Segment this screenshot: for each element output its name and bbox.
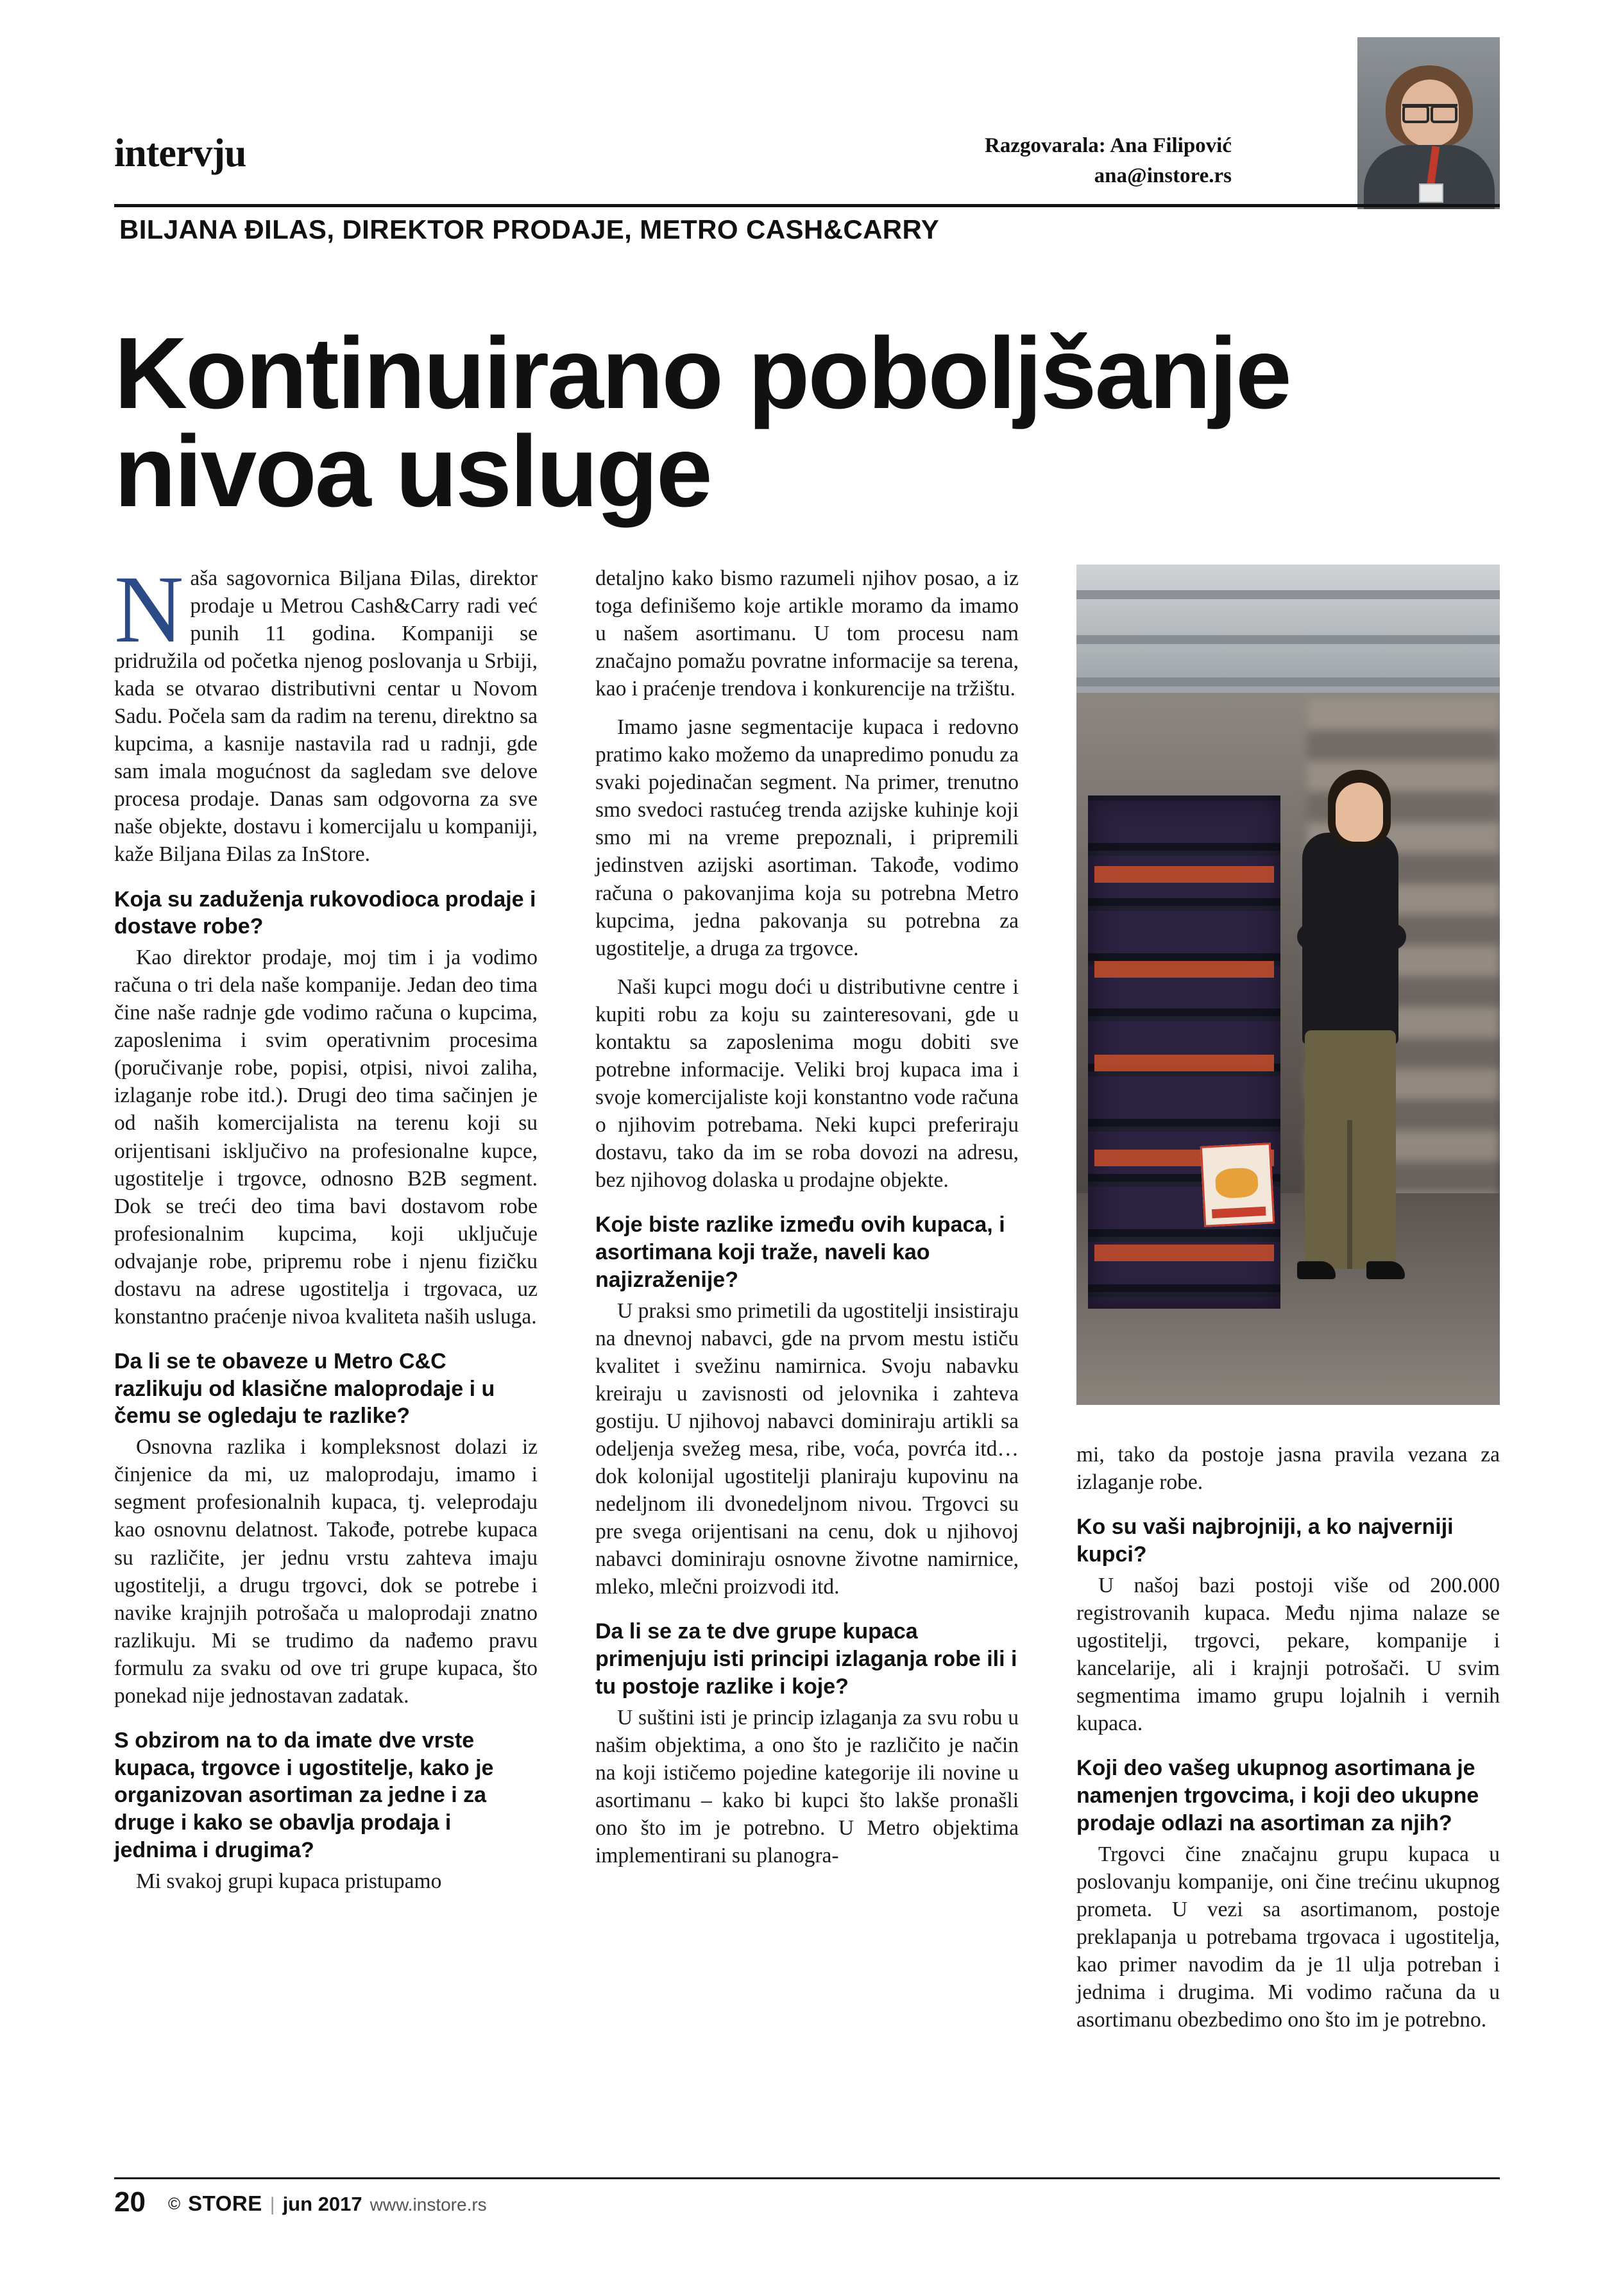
header-divider bbox=[114, 204, 1500, 207]
body-paragraph: detaljno kako bismo razumeli njihov posao, a iz toga definišemo koje artikle moramo da imamo u našem asortimanu. U tom procesu nam značajno pomažu povratne informacije sa terena, kao i praćenje trendova i konkurencije na tržištu. bbox=[595, 566, 1019, 701]
body-paragraph: U suštini isti je princip izlaganja za svu robu u našim objektima, a ono što je različito je način na koji ističemo pojedine kategorije ili novine u asortimanu – kako bi kupci što lakše pronašli ono što im je potrebno. U Metro objektima implementirani su planogra- bbox=[595, 1705, 1019, 1867]
brand-name: STORE bbox=[188, 2191, 262, 2215]
interviewee-line: BILJANA ĐILAS, DIREKTOR PRODAJE, METRO CASH&CARRY bbox=[119, 214, 940, 244]
photo-produce bbox=[1094, 866, 1274, 883]
photo-beam bbox=[1076, 635, 1500, 644]
body-paragraph: Mi svakoj grupi kupaca pristupamo bbox=[136, 1869, 442, 1893]
website-url: www.instore.rs bbox=[370, 2195, 487, 2215]
photo-subject-shoe-right bbox=[1366, 1261, 1405, 1279]
photo-subject-shoe-left bbox=[1297, 1261, 1336, 1279]
question-heading: S obzirom na to da imate dve vrste kupaca, trgovce i ugostitelje, kako je organizovan asortiman za jedne i za druge i kako se obavlja prodaja i jednima i drugima? bbox=[114, 1728, 494, 1863]
byline-email: ana@instore.rs bbox=[1094, 164, 1232, 187]
photo-subject-arms bbox=[1297, 924, 1406, 949]
body-paragraph: U našoj bazi postoji više od 200.000 registrovanih kupaca. Među njima nalaze se ugostitelji, trgovci, pekare, kompanije i kancelarije, ali i krajnji potrošači. U svim segmentima imamo grupu lojalnih i vernih kupaca. bbox=[1076, 1573, 1500, 1735]
issue-date: jun 2017 bbox=[282, 2193, 362, 2215]
body-paragraph: Imamo jasne segmentacije kupaca i redovno pratimo kako možemo da unapredimo ponudu za svaki pojedinačan segment. Na primer, trenutno smo svedoci rastućeg trenda azijske kuhinje koji smo mi na vreme prepoznali, i pripremili jedinstven azijski asortiman. Takođe, vodimo računa o pakovanjima koja su potrebna Metro kupcima, jedna pakovanja su potrebna za ugostitelje, a druga za trgovce. bbox=[595, 715, 1019, 960]
photo-sign-graphic bbox=[1215, 1167, 1259, 1198]
body-paragraph: U praksi smo primetili da ugostitelji insistiraju na dnevnoj nabavci, gde na prvom mestu ističu kvalitet i svežinu namirnica. Svoju nabavku kreiraju u zavisnosti od jelovnika i zahteva gostiju. U njihovoj nabavci dominiraju artikli sa odeljenja svežeg mesa, ribe, voća, povrća itd… dok kolonijal ugostitelji planiraju kupovinu na nedeljnom ili dvonedeljnom nivou. Trgovci su pre svega orijentisani na cenu, dok u njihovoj nabavci dominiraju osnovne životne namirnice, mleko, mlečni proizvodi itd. bbox=[595, 1298, 1019, 1599]
portrait-badge bbox=[1419, 183, 1443, 203]
footer-separator: | bbox=[269, 2194, 275, 2215]
masthead bbox=[114, 122, 1500, 205]
photo-produce bbox=[1094, 961, 1274, 978]
photo-beam bbox=[1076, 677, 1500, 686]
body-paragraph: Osnovna razlika i kompleksnost dolazi iz činjenice da mi, uz maloprodaju, imamo i segment profesionalnih kupaca, tj. veleprodaju kao osnovnu delatnost. Takođe, potrebe kupaca su različite, jer jednu vrstu zahteva imaju ugostitelji, a drugu trgovci, dok se potrebe i navike krajnjih potrošača u maloprodaji znatno razlikuju. Mi se trudimo da nađemo pravu formulu za svaku od ove tri grupe kupaca, što ponekad nije jednostavan zadatak. bbox=[114, 1435, 538, 1708]
byline-author: Razgovarala: Ana Filipović bbox=[985, 134, 1232, 157]
portrait-glasses bbox=[1402, 104, 1457, 119]
question-heading: Koja su zaduženja rukovodioca prodaje i dostave robe? bbox=[114, 887, 536, 939]
body-paragraph: Naši kupci mogu doći u distributivne centre i kupiti robu za koju su zainteresovani, gde u kontaktu sa zaposlenima mogu dobiti sve potrebne informacije. Veliki broj kupaca ima i svoje komercijaliste koji konstantno vode računa o njihovim potrebama. Neki kupci preferiraju dostavu, tako da im se roba dovozi na adresu, bez njihovog dolaska u prodajne objekte. bbox=[595, 974, 1019, 1192]
body-paragraph: mi, tako da postoje jasna pravila vezana za izlaganje robe. bbox=[1076, 1443, 1500, 1495]
footer-brand bbox=[168, 2191, 487, 2216]
photo-subject-face bbox=[1336, 783, 1383, 842]
article-column-1 bbox=[114, 556, 538, 1895]
photo-subject-trousers bbox=[1305, 1030, 1396, 1269]
photo-produce bbox=[1094, 1245, 1274, 1261]
page-title: Kontinuirano poboljšanje nivoa usluge bbox=[114, 316, 1290, 529]
drop-cap: N bbox=[114, 556, 184, 663]
photo-produce bbox=[1094, 1055, 1274, 1071]
article-column-2 bbox=[595, 565, 1019, 1869]
main-photo bbox=[1076, 565, 1500, 1405]
question-heading: Da li se za te dve grupe kupaca primenjuju isti principi izlaganja robe ili i tu postoje razlike i koje? bbox=[595, 1619, 1017, 1699]
body-paragraph: Naša sagovornica Biljana Đilas, direktor prodaje u Metrou Cash&Carry radi već punih 11 godina. Kompaniji se pridružila od početka njenog poslovanja u Srbiji, kada se otvarao distributivni centar u Novom Sadu. Počela sam da radim na terenu, direktno sa kupcima, a kasnije nastavila rad u radnji, gde sam imala mogućnost da sagledam sve delove procesa prodaje. Danas sam odgovorna za sve naše objekte, dostavu i komercijalu u kompaniji, kaže Biljana Đilas za InStore. bbox=[114, 556, 538, 867]
photo-price-sign bbox=[1200, 1143, 1275, 1227]
section-kicker: intervju bbox=[114, 132, 246, 175]
question-heading: Ko su vaši najbrojniji, a ko najverniji kupci? bbox=[1076, 1515, 1454, 1567]
question-heading: Da li se te obaveze u Metro C&C razlikuju od klasične maloprodaje i u čemu se ogledaju te razlike? bbox=[114, 1348, 495, 1429]
author-portrait bbox=[1357, 37, 1500, 209]
copyright-icon: © bbox=[168, 2194, 181, 2213]
question-heading: Koje biste razlike između ovih kupaca, i asortimana koji traže, naveli kao najizraženije? bbox=[595, 1212, 1005, 1292]
photo-beam bbox=[1076, 590, 1500, 599]
photo-crate-stack bbox=[1088, 795, 1280, 1309]
footer-divider bbox=[114, 2177, 1500, 2179]
byline bbox=[985, 131, 1232, 191]
body-paragraph: Trgovci čine značajnu grupu kupaca u poslovanju kompanije, oni čine trećinu ukupnog prometa. U vezi sa asortimanom, postoje preklapanja u potrebama trgovaca i ugostitelja, kao primer navodim da je 1l ulja potreban i jednima i drugima. Mi vodimo računa da u asortimanu obezbedimo ono što im je potrebno. bbox=[1076, 1842, 1500, 2032]
question-heading: Koji deo vašeg ukupnog asortimana je namenjen trgovcima, i koji deo ukupne prodaje odlazi na asortiman za njih? bbox=[1076, 1756, 1479, 1835]
body-paragraph: Kao direktor prodaje, moj tim i ja vodimo računa o tri dela naše kompanije. Jedan deo tima čine naše radnje gde vodimo računa o kupcima, zaposlenima i svim operativnim procesima (poručivanje robe, popisi, otpisi, nivoi zaliha, izlaganje robe itd.). Drugi deo tima sačinjen je od naših komercijalista na terenu koji su orijentisani isključivo na profesionalne kupce, ugostitelje i trgovce, odnosno B2B segment. Dok se treći deo tima bavi dostavom robe profesionalnim kupcima, koji uključuje odvajanje robe, pripremu robe i njenu fizičku dostavu na adrese ugostitelja i trgovaca, uz konstantno praćenje nivoa kvaliteta naših usluga. bbox=[114, 946, 538, 1329]
photo-sign-bar bbox=[1212, 1207, 1266, 1218]
article-column-3 bbox=[1076, 1441, 1500, 2034]
page-number: 20 bbox=[114, 2186, 146, 2218]
photo-ceiling bbox=[1076, 565, 1500, 699]
